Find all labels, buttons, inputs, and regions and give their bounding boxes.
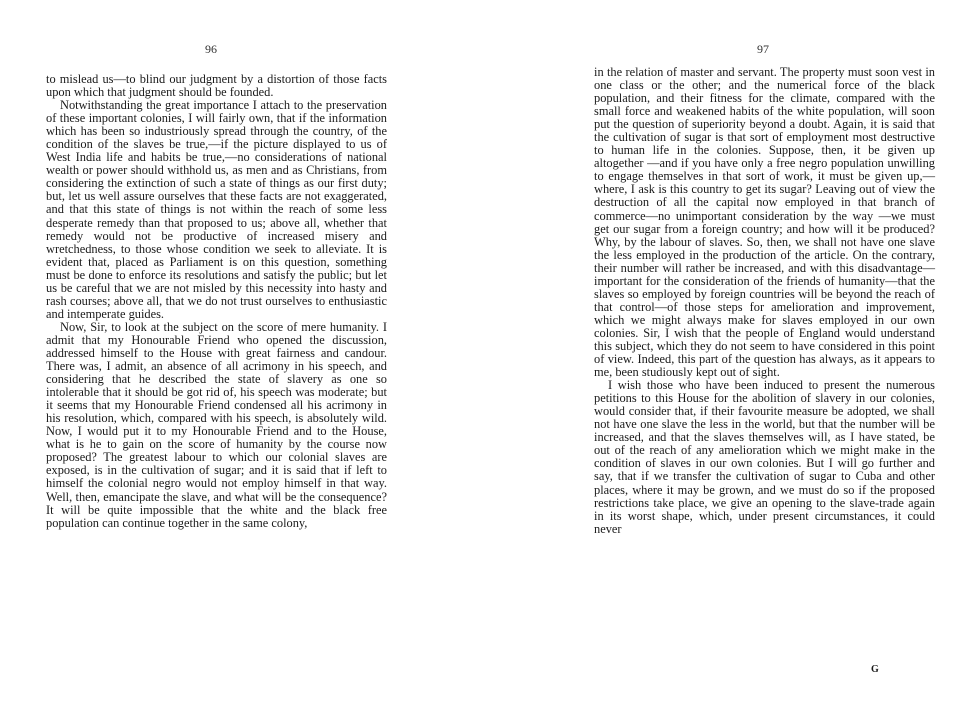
- left-page-text: [46, 73, 387, 530]
- left-paragraph-3: Now, Sir, to look at the subject on the score of mere humanity. I admit that my Honourable Friend who opened the discussion, addressed himself to the House with great fairness and candour. There was, I admit, an absence of all acrimony in his speech, and considering that he described the state of slavery as one so intolerable that it should be got rid of, his speech was moderate; but it seems that my Honourable Friend condensed all his acrimony in his resolution, which, compared with his speech, is absolutely wild. Now, I would put it to my Honourable Friend and to the House, what is he to gain on the score of humanity by the course now proposed? The greatest labour to which our colonial slaves are exposed, is in the cultivation of sugar; and it is said that if left to himself the colonial negro would not employ himself in that way. Well, then, emancipate the slave, and what will be the consequence? It will be quite impossible that the white and the black free population can continue together in the same colony,: [46, 319, 387, 530]
- right-paragraph-1: in the relation of master and servant. The property must soon vest in one class or the other; and the numerical force of the black population, and their fitness for the climate, compared with the small force and weakened habits of the white population, will soon put the question of superiority beyond a doubt. Again, it is said that the cultivation of sugar is that sort of employment most destructive to human life in the colonies. Suppose, then, it be given up altogether —and if you have only a free negro population unwilling to engage themselves in that sort of work, it must be given up,—where, I ask is this country to get its sugar? Leaving out of view the destruction of all the capital now employed in that branch of commerce—no unimportant consideration by the way —we must get our sugar from a foreign country; and how will it be produced? Why, by the labour of slaves. So, then, we shall not have one slave the less employed in the production of the article. On the contrary, their number will rather be increased, and with this disadvantage—important for the consideration of the friends of humanity—that the slaves so employed by foreign countries will be beyond the reach of that control—of those steps for amelioration and improvement, which we might always make for slaves employed in our own colonies. Sir, I wish that the people of England would understand this subject, which they do not seem to have considered in this point of view. Indeed, this part of the question has always, as it appears to me, been studiously kept out of sight.: [594, 65, 935, 380]
- right-page-number: 97: [757, 42, 769, 56]
- left-paragraph-2: Notwithstanding the great importance I attach to the preservation of these important colonies, I will fairly own, that if the information which has been so industriously spread through the country, of the condition of the slaves be true,—if the picture displayed to us of West India life and habits be true,—no considerations of national wealth or power should withhold us, as men and as Christians, from considering the extinction of such a state of things as our first duty; but, let us well assure ourselves that these facts are not exaggerated, and that this state of things is not within the reach of some less desperate remedy than that proposed to us; above all, whether that remedy would not be productive of increased misery and wretchedness, to those whose condition we seek to alleviate. It is evident that, placed as Parliament is on this question, something must be done to enforce its resolutions and satisfy the public; but let us be careful that we are not misled by this necessity into hasty and rash courses; above all, that we do not trust ourselves to enthusiastic and intemperate guides.: [46, 98, 387, 321]
- right-paragraph-2: I wish those who have been induced to present the numerous petitions to this House for the abolition of slavery in our colonies, would consider that, if their favourite measure be adopted, we shall not have one slave the less in the world, but that the number will be increased, and that the slaves themselves will, as I have stated, be out of the reach of any amelioration which we might make in the condition of slaves in our own colonies. But I will go further and say, that if we transfer the cultivation of sugar to Cuba and other places, where it may be grown, and we must do so if the proposed restrictions take place, we give an opening to the slave-trade again in its worst shape, which, under present circumstances, it could never: [594, 378, 935, 536]
- right-page-text: [594, 66, 935, 536]
- left-page-number: 96: [205, 42, 217, 56]
- signature-mark: G: [871, 664, 879, 675]
- left-paragraph-1: to mislead us—to blind our judgment by a distortion of those facts upon which that judgment should be founded.: [46, 72, 387, 100]
